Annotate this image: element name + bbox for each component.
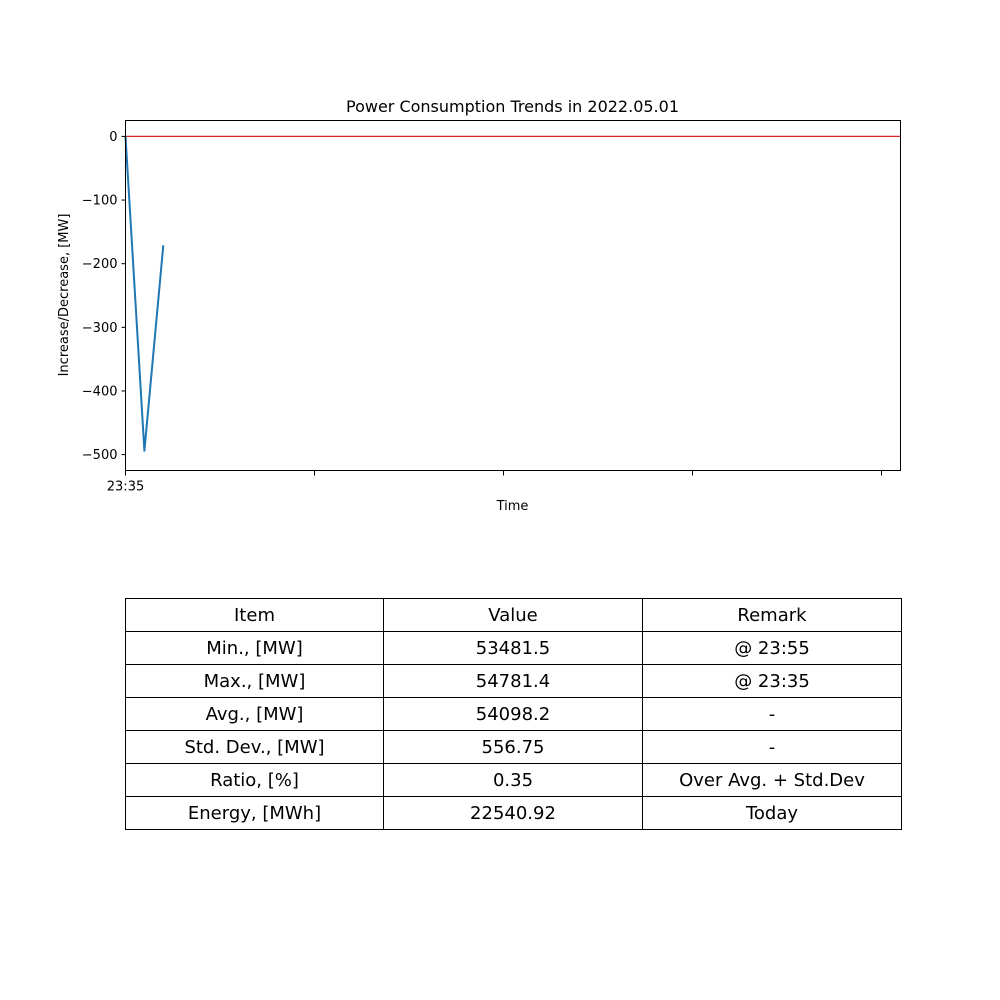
y-tick-label: 0: [109, 129, 118, 145]
y-axis: [82, 130, 126, 463]
cell-item: Avg., [MW]: [126, 698, 384, 731]
plot-area: [126, 136, 901, 450]
y-tick-label: −100: [81, 193, 118, 209]
header-remark: Remark: [643, 599, 902, 632]
cell-remark: @ 23:35: [643, 665, 902, 698]
x-tick-label: 23:35: [106, 479, 145, 495]
cell-value: 556.75: [384, 731, 643, 764]
cell-value: 54781.4: [384, 665, 643, 698]
cell-remark: -: [643, 731, 902, 764]
x-axis: [107, 471, 882, 495]
table-row: [126, 665, 902, 698]
plot-frame: [126, 121, 901, 471]
cell-value: 54098.2: [384, 698, 643, 731]
cell-remark: -: [643, 698, 902, 731]
chart-title: Power Consumption Trends in 2022.05.01: [345, 97, 680, 116]
cell-value: 22540.92: [384, 797, 643, 830]
header-value: Value: [384, 599, 643, 632]
cell-item: Ratio, [%]: [126, 764, 384, 797]
cell-remark: Today: [643, 797, 902, 830]
cell-value: 0.35: [384, 764, 643, 797]
table-row: [126, 797, 902, 830]
y-tick-label: −200: [81, 257, 118, 273]
y-tick-label: −400: [81, 384, 118, 400]
cell-remark: @ 23:55: [643, 632, 902, 665]
cell-value: 53481.5: [384, 632, 643, 665]
cell-remark: Over Avg. + Std.Dev: [643, 764, 902, 797]
series-line: [126, 136, 164, 450]
table-row: [126, 764, 902, 797]
cell-item: Min., [MW]: [126, 632, 384, 665]
header-item: Item: [126, 599, 384, 632]
table-row: [126, 698, 902, 731]
x-axis-label: Time: [496, 499, 529, 514]
cell-item: Energy, [MWh]: [126, 797, 384, 830]
y-tick-label: −500: [81, 448, 118, 464]
stats-table: [125, 598, 902, 830]
y-axis-label: Increase/Decrease, [MW]: [57, 213, 72, 377]
table-row: [126, 632, 902, 665]
cell-item: Std. Dev., [MW]: [126, 731, 384, 764]
cell-item: Max., [MW]: [126, 665, 384, 698]
table-row: [126, 731, 902, 764]
y-tick-label: −300: [81, 320, 118, 336]
table-header-row: [126, 599, 902, 632]
